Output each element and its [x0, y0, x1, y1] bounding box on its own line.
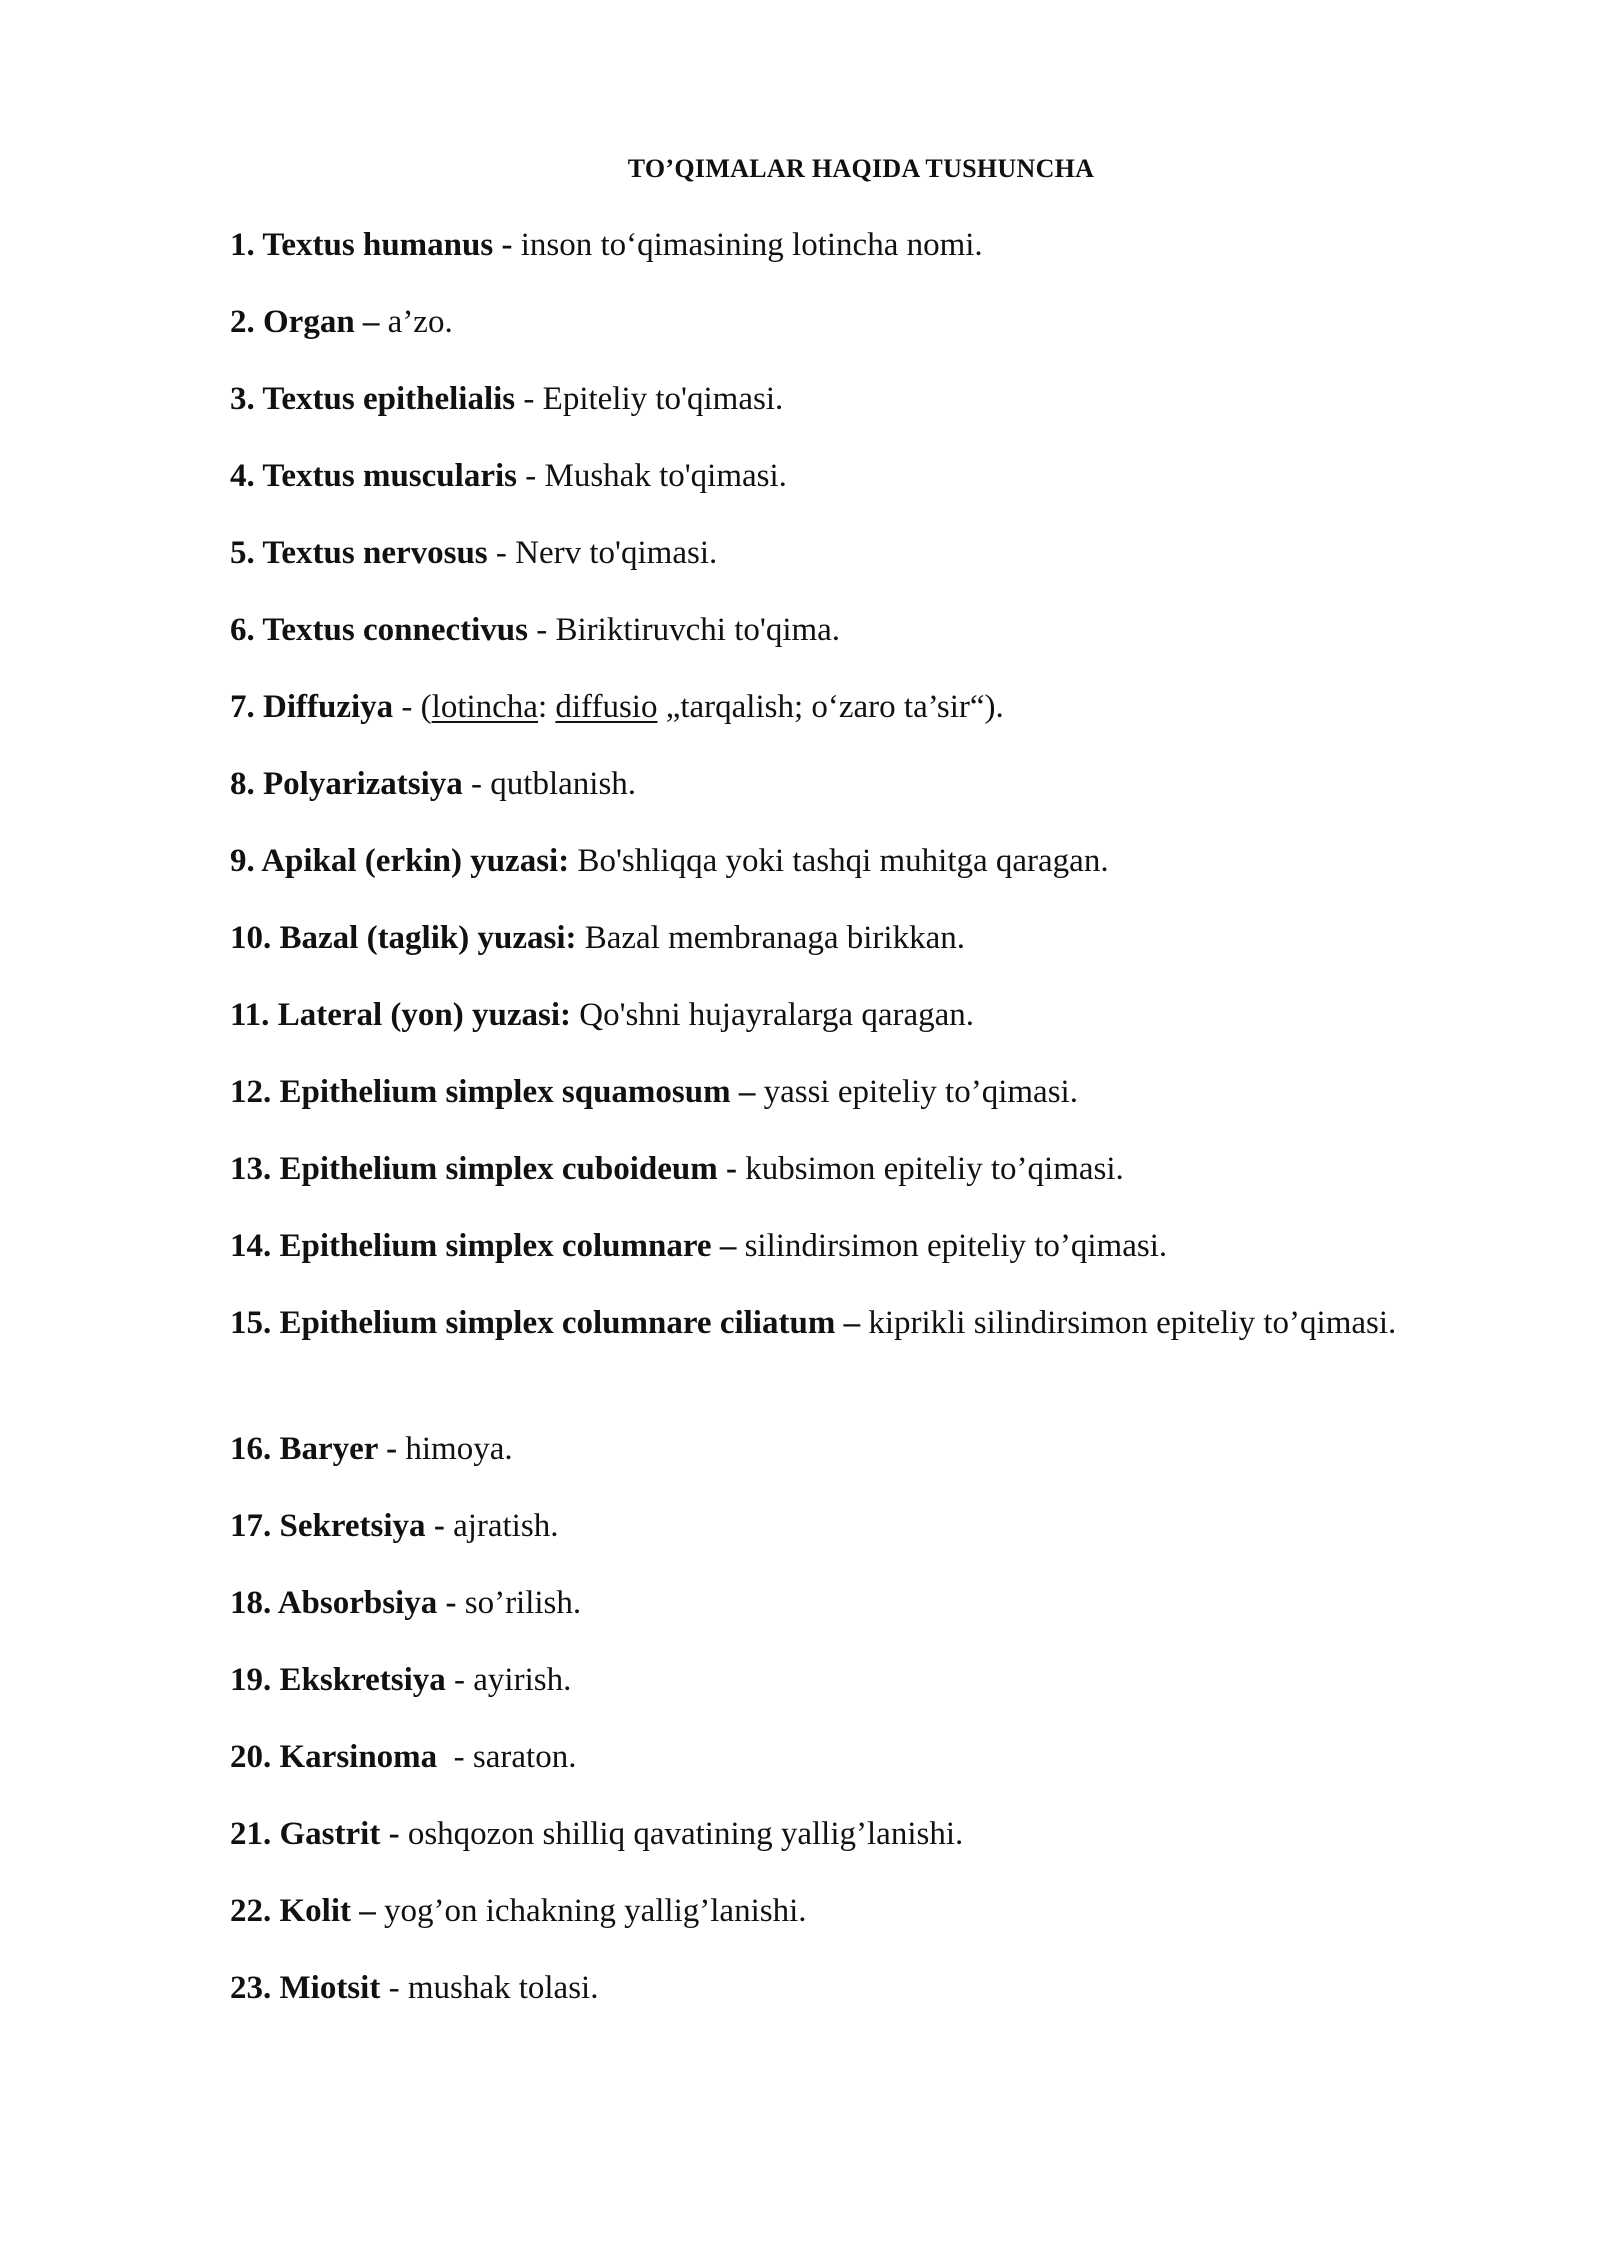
term-definition: ajratish. [453, 1508, 559, 1544]
term-number: 22. [230, 1893, 272, 1929]
term-name: Kolit [279, 1893, 351, 1929]
term-name: Ekskretsiya [279, 1662, 446, 1698]
term-number: 14. [230, 1228, 272, 1264]
term-item [230, 606, 1492, 654]
term-item [230, 1502, 1492, 1550]
term-definition: Nerv to'qimasi. [515, 535, 718, 571]
term-number: 20. [230, 1739, 272, 1775]
term-definition: saraton. [472, 1739, 577, 1775]
term-name: Textus nervosus [262, 535, 488, 571]
term-number: 5. [230, 535, 255, 571]
term-number: 6. [230, 612, 255, 648]
term-separator: - [380, 1970, 408, 2006]
term-number: 15. [230, 1305, 272, 1341]
term-item [230, 1145, 1492, 1193]
term-separator: - [717, 1151, 746, 1187]
term-name: Apikal (erkin) yuzasi: [261, 843, 570, 879]
diffusio-link[interactable]: diffusio [555, 689, 658, 725]
term-separator: - [377, 1431, 406, 1467]
term-name: Epithelium simplex columnare [279, 1228, 712, 1264]
term-number: 12. [230, 1074, 272, 1110]
term-number: 2. [230, 304, 255, 340]
term-definition: kiprikli silindirsimon epiteliy to’qimasi. [868, 1305, 1397, 1341]
term-name: Epithelium simplex columnare ciliatum [279, 1305, 836, 1341]
term-definition: inson to‘qimasining lotincha nomi. [520, 227, 983, 263]
term-number: 19. [230, 1662, 272, 1698]
term-separator: - [493, 227, 521, 263]
term-number: 18. [230, 1585, 272, 1621]
term-definition: a’zo. [387, 304, 453, 340]
term-name: Epithelium simplex cuboideum [279, 1151, 718, 1187]
term-number: 13. [230, 1151, 272, 1187]
term-definition: qutblanish. [490, 766, 637, 802]
term-item [230, 529, 1492, 577]
term-item [230, 1887, 1492, 1935]
term-name: Bazal (taglik) yuzasi: [279, 920, 577, 956]
term-separator: - [425, 1508, 454, 1544]
term-item [230, 1068, 1492, 1116]
term-separator: - [516, 458, 545, 494]
term-separator: - [487, 535, 516, 571]
term-number: 16. [230, 1431, 272, 1467]
term-name: Gastrit [279, 1816, 381, 1852]
term-item [230, 760, 1492, 808]
term-separator: – [835, 1305, 869, 1341]
term-name: Epithelium simplex squamosum [279, 1074, 731, 1110]
term-definition: mushak tolasi. [407, 1970, 599, 2006]
term-separator: - [515, 381, 543, 417]
term-item [230, 1964, 1492, 2012]
term-number: 1. [230, 227, 255, 263]
term-name: Diffuziya [263, 689, 394, 725]
term-separator: - [462, 766, 491, 802]
term-number: 11. [230, 997, 270, 1033]
term-item [230, 1299, 1492, 1347]
document-title: TO’QIMALAR HAQIDA TUSHUNCHA [627, 154, 1095, 183]
term-separator: – [351, 1893, 384, 1929]
term-definition: yog’on ichakning yallig’lanishi. [384, 1893, 807, 1929]
term-definition-colon: : [537, 689, 556, 725]
term-item [230, 1656, 1492, 1704]
term-definition-rest: „tarqalish; o‘zaro ta’sir“). [657, 689, 1004, 725]
term-separator: - [393, 689, 421, 725]
term-name: Baryer [279, 1431, 378, 1467]
term-definition-paren: ( [420, 689, 432, 725]
term-number: 3. [230, 381, 255, 417]
term-definition: silindirsimon epiteliy to’qimasi. [744, 1228, 1168, 1264]
term-definition: yassi epiteliy to’qimasi. [763, 1074, 1078, 1110]
term-definition: ayirish. [473, 1662, 572, 1698]
term-item [230, 837, 1492, 885]
term-number: 8. [230, 766, 255, 802]
term-separator: – [711, 1228, 745, 1264]
term-number: 7. [230, 689, 255, 725]
term-definition: kubsimon epiteliy to’qimasi. [745, 1151, 1124, 1187]
term-item [230, 914, 1492, 962]
term-item [230, 1579, 1492, 1627]
term-item [230, 1425, 1492, 1473]
term-separator: – [730, 1074, 764, 1110]
term-definition: so’rilish. [464, 1585, 582, 1621]
term-item [230, 1733, 1492, 1781]
term-item [230, 298, 1492, 346]
term-definition: Epiteliy to'qimasi. [542, 381, 784, 417]
term-separator: - [437, 1739, 473, 1775]
term-item [230, 1222, 1492, 1270]
term-number: 21. [230, 1816, 272, 1852]
term-separator: – [354, 304, 388, 340]
term-name: Lateral (yon) yuzasi: [277, 997, 571, 1033]
term-definition: Bo'shliqqa yoki tashqi muhitga qaragan. [577, 843, 1109, 879]
term-number: 23. [230, 1970, 272, 2006]
term-item [230, 452, 1492, 500]
term-name: Karsinoma [279, 1739, 438, 1775]
term-number: 17. [230, 1508, 272, 1544]
term-item [230, 221, 1492, 269]
term-separator: - [445, 1662, 474, 1698]
term-definition: oshqozon shilliq qavatining yallig’lanishi. [407, 1816, 964, 1852]
term-definition: Qo'shni hujayralarga qaragan. [579, 997, 975, 1033]
term-number: 4. [230, 458, 255, 494]
term-name: Textus muscularis [262, 458, 517, 494]
term-name: Textus epithelialis [262, 381, 516, 417]
term-separator: - [380, 1816, 408, 1852]
term-definition: Bazal membranaga birikkan. [584, 920, 965, 956]
lotincha-link[interactable]: lotincha [431, 689, 538, 725]
term-item [230, 375, 1492, 423]
term-number: 10. [230, 920, 272, 956]
term-item [230, 991, 1492, 1039]
term-definition: Biriktiruvchi to'qima. [555, 612, 841, 648]
term-item [230, 683, 1492, 731]
term-name: Polyarizatsiya [263, 766, 463, 802]
term-separator: - [527, 612, 556, 648]
term-separator: - [437, 1585, 465, 1621]
term-name: Organ [263, 304, 355, 340]
term-definition: himoya. [405, 1431, 513, 1467]
term-item [230, 1810, 1492, 1858]
term-separator [576, 920, 584, 956]
term-name: Absorbsiya [277, 1585, 438, 1621]
term-separator [571, 997, 579, 1033]
term-name: Sekretsiya [279, 1508, 426, 1544]
term-name: Textus humanus [262, 227, 494, 263]
term-name: Miotsit [279, 1970, 381, 2006]
term-name: Textus connectivus [262, 612, 528, 648]
term-number: 9. [230, 843, 255, 879]
term-definition: Mushak to'qimasi. [544, 458, 787, 494]
